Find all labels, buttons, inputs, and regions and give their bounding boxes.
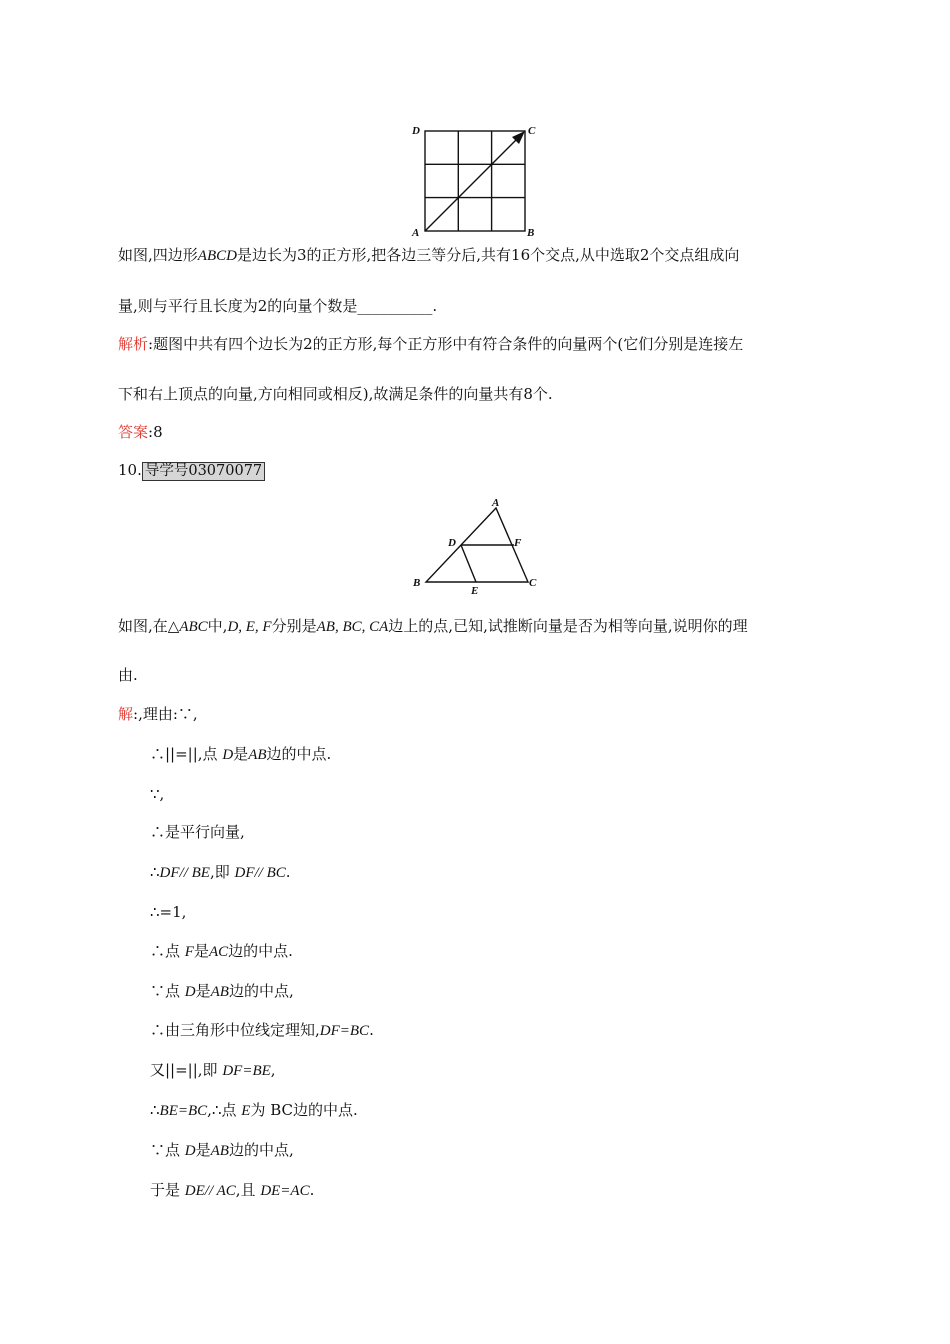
q9-line-2 — [118, 296, 437, 316]
q9-line-1 — [118, 245, 739, 266]
stem-var: ABC — [179, 619, 208, 635]
label-d: D — [448, 537, 456, 549]
stem-var: D, E, F — [227, 619, 272, 635]
answer-value: :8 — [148, 423, 163, 441]
label-b: B — [527, 227, 535, 239]
q9-answer — [118, 422, 163, 442]
solution-step: ∴是平行向量, — [150, 823, 245, 841]
solution-step: ∴由三角形中位线定理知,DF=BC. — [150, 1021, 374, 1039]
label-d: D — [412, 125, 420, 137]
solution-step: ∵, — [150, 785, 165, 803]
question-number: 10. — [118, 461, 142, 479]
solution-step: 于是 DE// AC,且 DE=AC. — [150, 1181, 315, 1199]
solution-step: ∵点 D是AB边的中点, — [150, 1141, 294, 1159]
analysis-label: 解析 — [118, 335, 149, 353]
q9-text: 量,则与平行且长度为2的向量个数是 — [118, 297, 358, 315]
solution-step: ∴||=||,点 D是AB边的中点. — [150, 745, 332, 763]
solution-step: ∴=1, — [150, 903, 187, 921]
stem-var: AB, BC, CA — [316, 619, 389, 635]
q9-abcd: ABCD — [197, 248, 237, 264]
stem-text: 中, — [207, 617, 228, 635]
q10-stem-2: 由. — [118, 666, 138, 684]
stem-text: 分别是 — [271, 617, 317, 635]
answer-label: 答案 — [118, 423, 149, 441]
label-f: F — [514, 537, 522, 549]
q9-text: . — [432, 297, 438, 315]
grid-square-figure — [408, 120, 543, 240]
analysis-text: :题图中共有四个边长为2的正方形,每个正方形中有符合条件的向量两个(它们分别是连接左 — [148, 335, 744, 353]
answer-blank: __________ — [357, 297, 433, 315]
stem-text: 如图,在△ — [118, 617, 180, 635]
q9-analysis-2: 下和右上顶点的向量,方向相同或相反),故满足条件的向量共有8个. — [118, 385, 553, 403]
solution-label: 解 — [118, 705, 134, 723]
triangle-figure — [408, 494, 543, 598]
solution-first-line — [118, 704, 198, 724]
label-e: E — [471, 585, 479, 597]
label-a: A — [412, 227, 420, 239]
stem-text: 边上的点,已知,试推断向量是否为相等向量,说明你的理 — [388, 617, 748, 635]
q10-header — [118, 460, 265, 481]
q9-text: 是边长为3的正方形,把各边三等分后,共有16个交点,从中选取2个交点组成向 — [236, 246, 740, 264]
q9-analysis-1 — [118, 334, 743, 354]
solution-text: :,理由:∵, — [133, 705, 198, 723]
label-c: C — [529, 577, 537, 589]
q10-stem-1 — [118, 616, 748, 637]
label-b: B — [413, 577, 421, 589]
solution-step: ∵点 D是AB边的中点, — [150, 982, 294, 1000]
guide-tag[interactable]: 导学号03070077 — [142, 462, 265, 481]
label-a: A — [492, 497, 500, 509]
q9-text: 如图,四边形 — [118, 246, 198, 264]
solution-step: ∴DF// BE,即 DF// BC. — [150, 863, 291, 881]
label-c: C — [528, 125, 536, 137]
solution-step: ∴BE=BC,∴点 E为 BC边的中点. — [150, 1101, 358, 1119]
solution-step: ∴点 F是AC边的中点. — [150, 942, 293, 960]
solution-step: 又||=||,即 DF=BE, — [150, 1061, 276, 1079]
